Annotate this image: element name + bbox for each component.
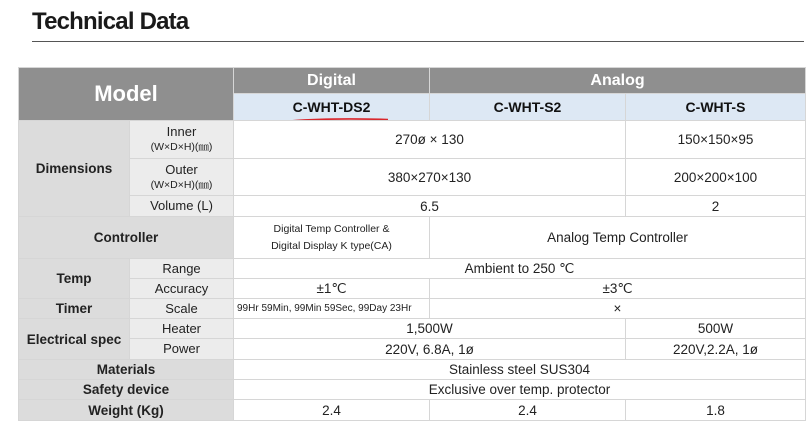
row-weight [19,400,806,421]
row-controller [19,217,806,259]
row-dimensions-inner [19,121,806,159]
category-materials: Materials [19,360,234,380]
category-safety: Safety device [19,380,234,400]
red-underline-mark [289,117,389,121]
value-safety: Exclusive over temp. protector [234,380,806,400]
sub-outer-unit: (W×D×H)(㎜) [150,178,213,191]
model-name-ds2-label: C-WHT-DS2 [292,99,371,115]
row-temp-range [19,259,806,279]
sub-inner-label: Inner [166,124,197,139]
row-electrical-power [19,339,806,360]
sub-volume: Volume (L) [130,196,234,217]
sub-range: Range [130,259,234,279]
group-header-analog: Analog [430,68,806,94]
controller-digital-line2: Digital Display K type(CA) [271,239,392,252]
sub-scale: Scale [130,299,234,319]
model-name-ds2-label-wrap [293,99,371,115]
sub-inner [130,121,234,159]
category-weight: Weight (Kg) [19,400,234,421]
row-dimensions-volume [19,196,806,217]
value-accuracy-analog: ±3℃ [430,279,806,299]
model-name-s: C-WHT-S [626,94,806,121]
model-name-ds2 [234,94,430,121]
value-heater-ds2-s2: 1,500W [234,319,626,339]
value-outer-s: 200×200×100 [626,159,806,196]
model-name-s2: C-WHT-S2 [430,94,626,121]
page-title: Technical Data [32,8,189,35]
value-outer-ds2-s2: 380×270×130 [234,159,626,196]
value-controller-analog: Analog Temp Controller [430,217,806,259]
value-scale-analog: × [430,299,806,319]
value-materials: Stainless steel SUS304 [234,360,806,380]
category-temp: Temp [19,259,130,299]
category-dimensions: Dimensions [19,121,130,217]
row-electrical-heater [19,319,806,339]
sub-accuracy: Accuracy [130,279,234,299]
group-header-digital: Digital [234,68,430,94]
category-timer: Timer [19,299,130,319]
category-electrical: Electrical spec [19,319,130,360]
controller-digital-line1: Digital Temp Controller & [273,222,390,235]
value-inner-ds2-s2: 270ø × 130 [234,121,626,159]
value-inner-s: 150×150×95 [626,121,806,159]
value-scale-digital: 99Hr 59Min, 99Min 59Sec, 99Day 23Hr [234,299,430,319]
value-range: Ambient to 250 ℃ [234,259,806,279]
value-weight-s: 1.8 [626,400,806,421]
header-row-groups [19,68,806,94]
sub-outer [130,159,234,196]
sub-inner-unit: (W×D×H)(㎜) [150,141,213,153]
value-power-s: 220V,2.2A, 1ø [626,339,806,360]
sub-outer-label: Outer [165,161,198,177]
sub-heater: Heater [130,319,234,339]
row-timer [19,299,806,319]
row-materials [19,360,806,380]
category-controller: Controller [19,217,234,259]
row-temp-accuracy [19,279,806,299]
value-power-ds2-s2: 220V, 6.8A, 1ø [234,339,626,360]
title-divider [32,41,804,42]
value-volume-s: 2 [626,196,806,217]
spec-table [18,67,806,421]
row-safety [19,380,806,400]
value-weight-ds2: 2.4 [234,400,430,421]
value-heater-s: 500W [626,319,806,339]
value-controller-digital [234,217,430,259]
value-weight-s2: 2.4 [430,400,626,421]
model-header: Model [19,68,234,121]
value-accuracy-digital: ±1℃ [234,279,430,299]
sub-power: Power [130,339,234,360]
row-dimensions-outer [19,159,806,196]
value-volume-ds2-s2: 6.5 [234,196,626,217]
